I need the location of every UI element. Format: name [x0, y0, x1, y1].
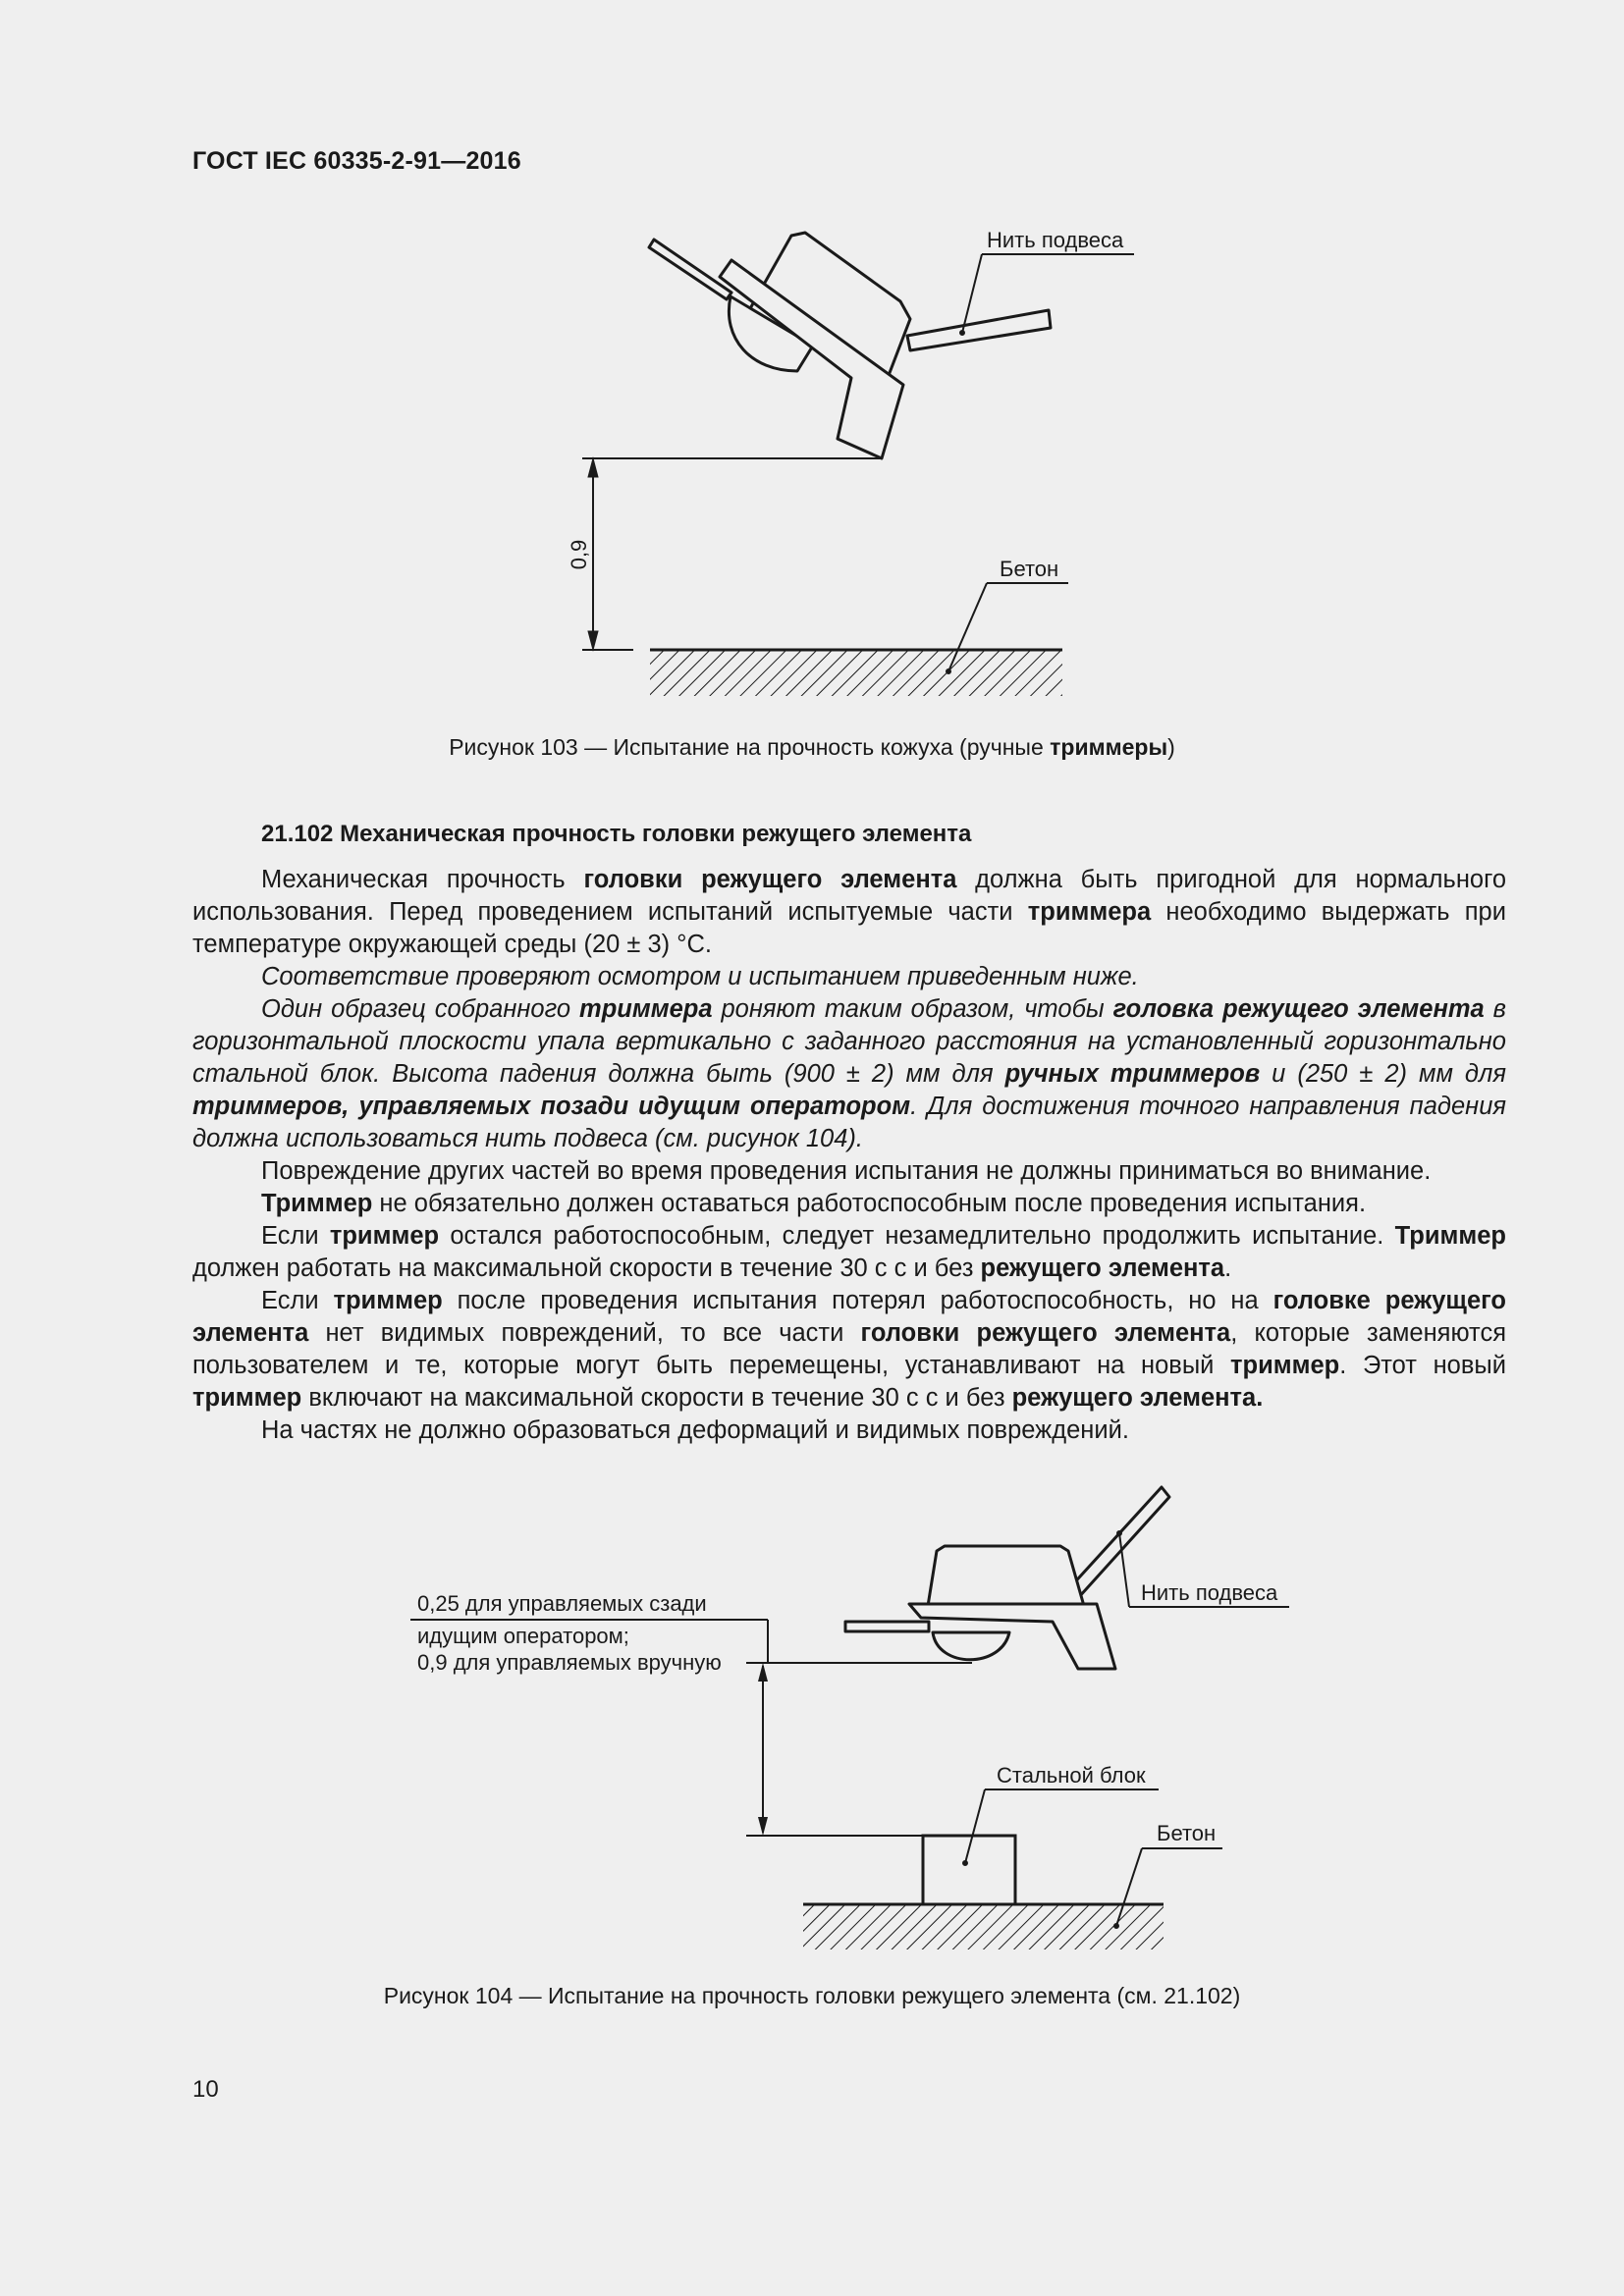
paragraph-7: Если триммер после проведения испытания потерял работоспособность, но на головке режущего элемента нет видимых повреждений, то все части головки режущего элемента, которые заменяются пользователем и те, которые могут быть перемещены, устанавливают на новый триммер. Этот новый триммер включают на максимальной скорости в течение 30 с с и без режущего элемента. — [192, 1287, 1507, 1412]
concrete-ground — [650, 650, 1062, 696]
height-label-line-2: идущим оператором; — [417, 1624, 629, 1648]
label-steel-block: Стальной блок — [997, 1763, 1146, 1788]
paragraph-5: Триммер не обязательно должен оставаться работоспособным после проведения испытания. — [261, 1190, 1367, 1217]
section-title: 21.102 Механическая прочность головки режущего элемента — [261, 821, 972, 847]
concrete-ground-104 — [803, 1904, 1164, 1949]
figure-103-caption — [0, 734, 1624, 761]
figure-104-caption: Рисунок 104 — Испытание на прочность головки режущего элемента (см. 21.102) — [383, 1983, 1241, 2008]
trimmer-head-device — [845, 1487, 1169, 1669]
label-suspension-line-104: Нить подвеса — [1141, 1580, 1278, 1605]
paragraph-2: Соответствие проверяют осмотром и испытанием приведенным ниже. — [261, 963, 1139, 990]
figure-104-drawing — [0, 1472, 1624, 1963]
figure-103-drawing — [0, 216, 1624, 707]
paragraph-8: На частях не должно образоваться деформаций и видимых повреждений. — [261, 1416, 1129, 1444]
height-dimension — [582, 458, 882, 650]
paragraph-4: Повреждение других частей во время проведения испытания не должны приниматься во внимание. — [261, 1157, 1432, 1185]
paragraph-6: Если триммер остался работоспособным, следует незамедлительно продолжить испытание. Триммер должен работать на максимальной скорости в течение 30 с с и без режущего элемента. — [192, 1222, 1506, 1282]
paragraph-1: Механическая прочность головки режущего элемента должна быть пригодной для нормального использования. Перед проведением испытаний испытуемые части триммера необходимо выдержать при температуре окружающей среды (20 ± 3) °С. — [192, 866, 1506, 958]
dimension-height-label: 0,9 — [567, 539, 591, 570]
label-concrete: Бетон — [1000, 557, 1059, 581]
trimmer-shroud-device — [649, 233, 1051, 458]
height-label-line-3: 0,9 для управляемых вручную — [417, 1650, 722, 1675]
caption-103-bold: триммеры — [1050, 734, 1168, 760]
label-suspension-line: Нить подвеса — [987, 228, 1124, 252]
page-number: 10 — [192, 2076, 219, 2103]
height-label-line-1: 0,25 для управляемых сзади — [417, 1591, 707, 1616]
section-body — [192, 864, 1506, 1447]
caption-103-end: ) — [1167, 734, 1175, 760]
caption-103-text: Рисунок 103 — Испытание на прочность кожуха (ручные — [449, 734, 1051, 760]
paragraph-3: Один образец собранного триммера роняют таким образом, чтобы головка режущего элемента в горизонтальной плоскости упала вертикально с заданного расстояния на установленный горизонтально стальной блок. Высота падения должна быть (900 ± 2) мм для ручных триммеров и (250 ± 2) мм для триммеров, управляемых позади идущим оператором. Для достижения точного направления падения должна использоваться нить подвеса (см. рисунок 104). — [192, 995, 1507, 1152]
label-concrete-104: Бетон — [1157, 1821, 1217, 1845]
document-code-header: ГОСТ IEC 60335-2-91—2016 — [192, 147, 521, 175]
